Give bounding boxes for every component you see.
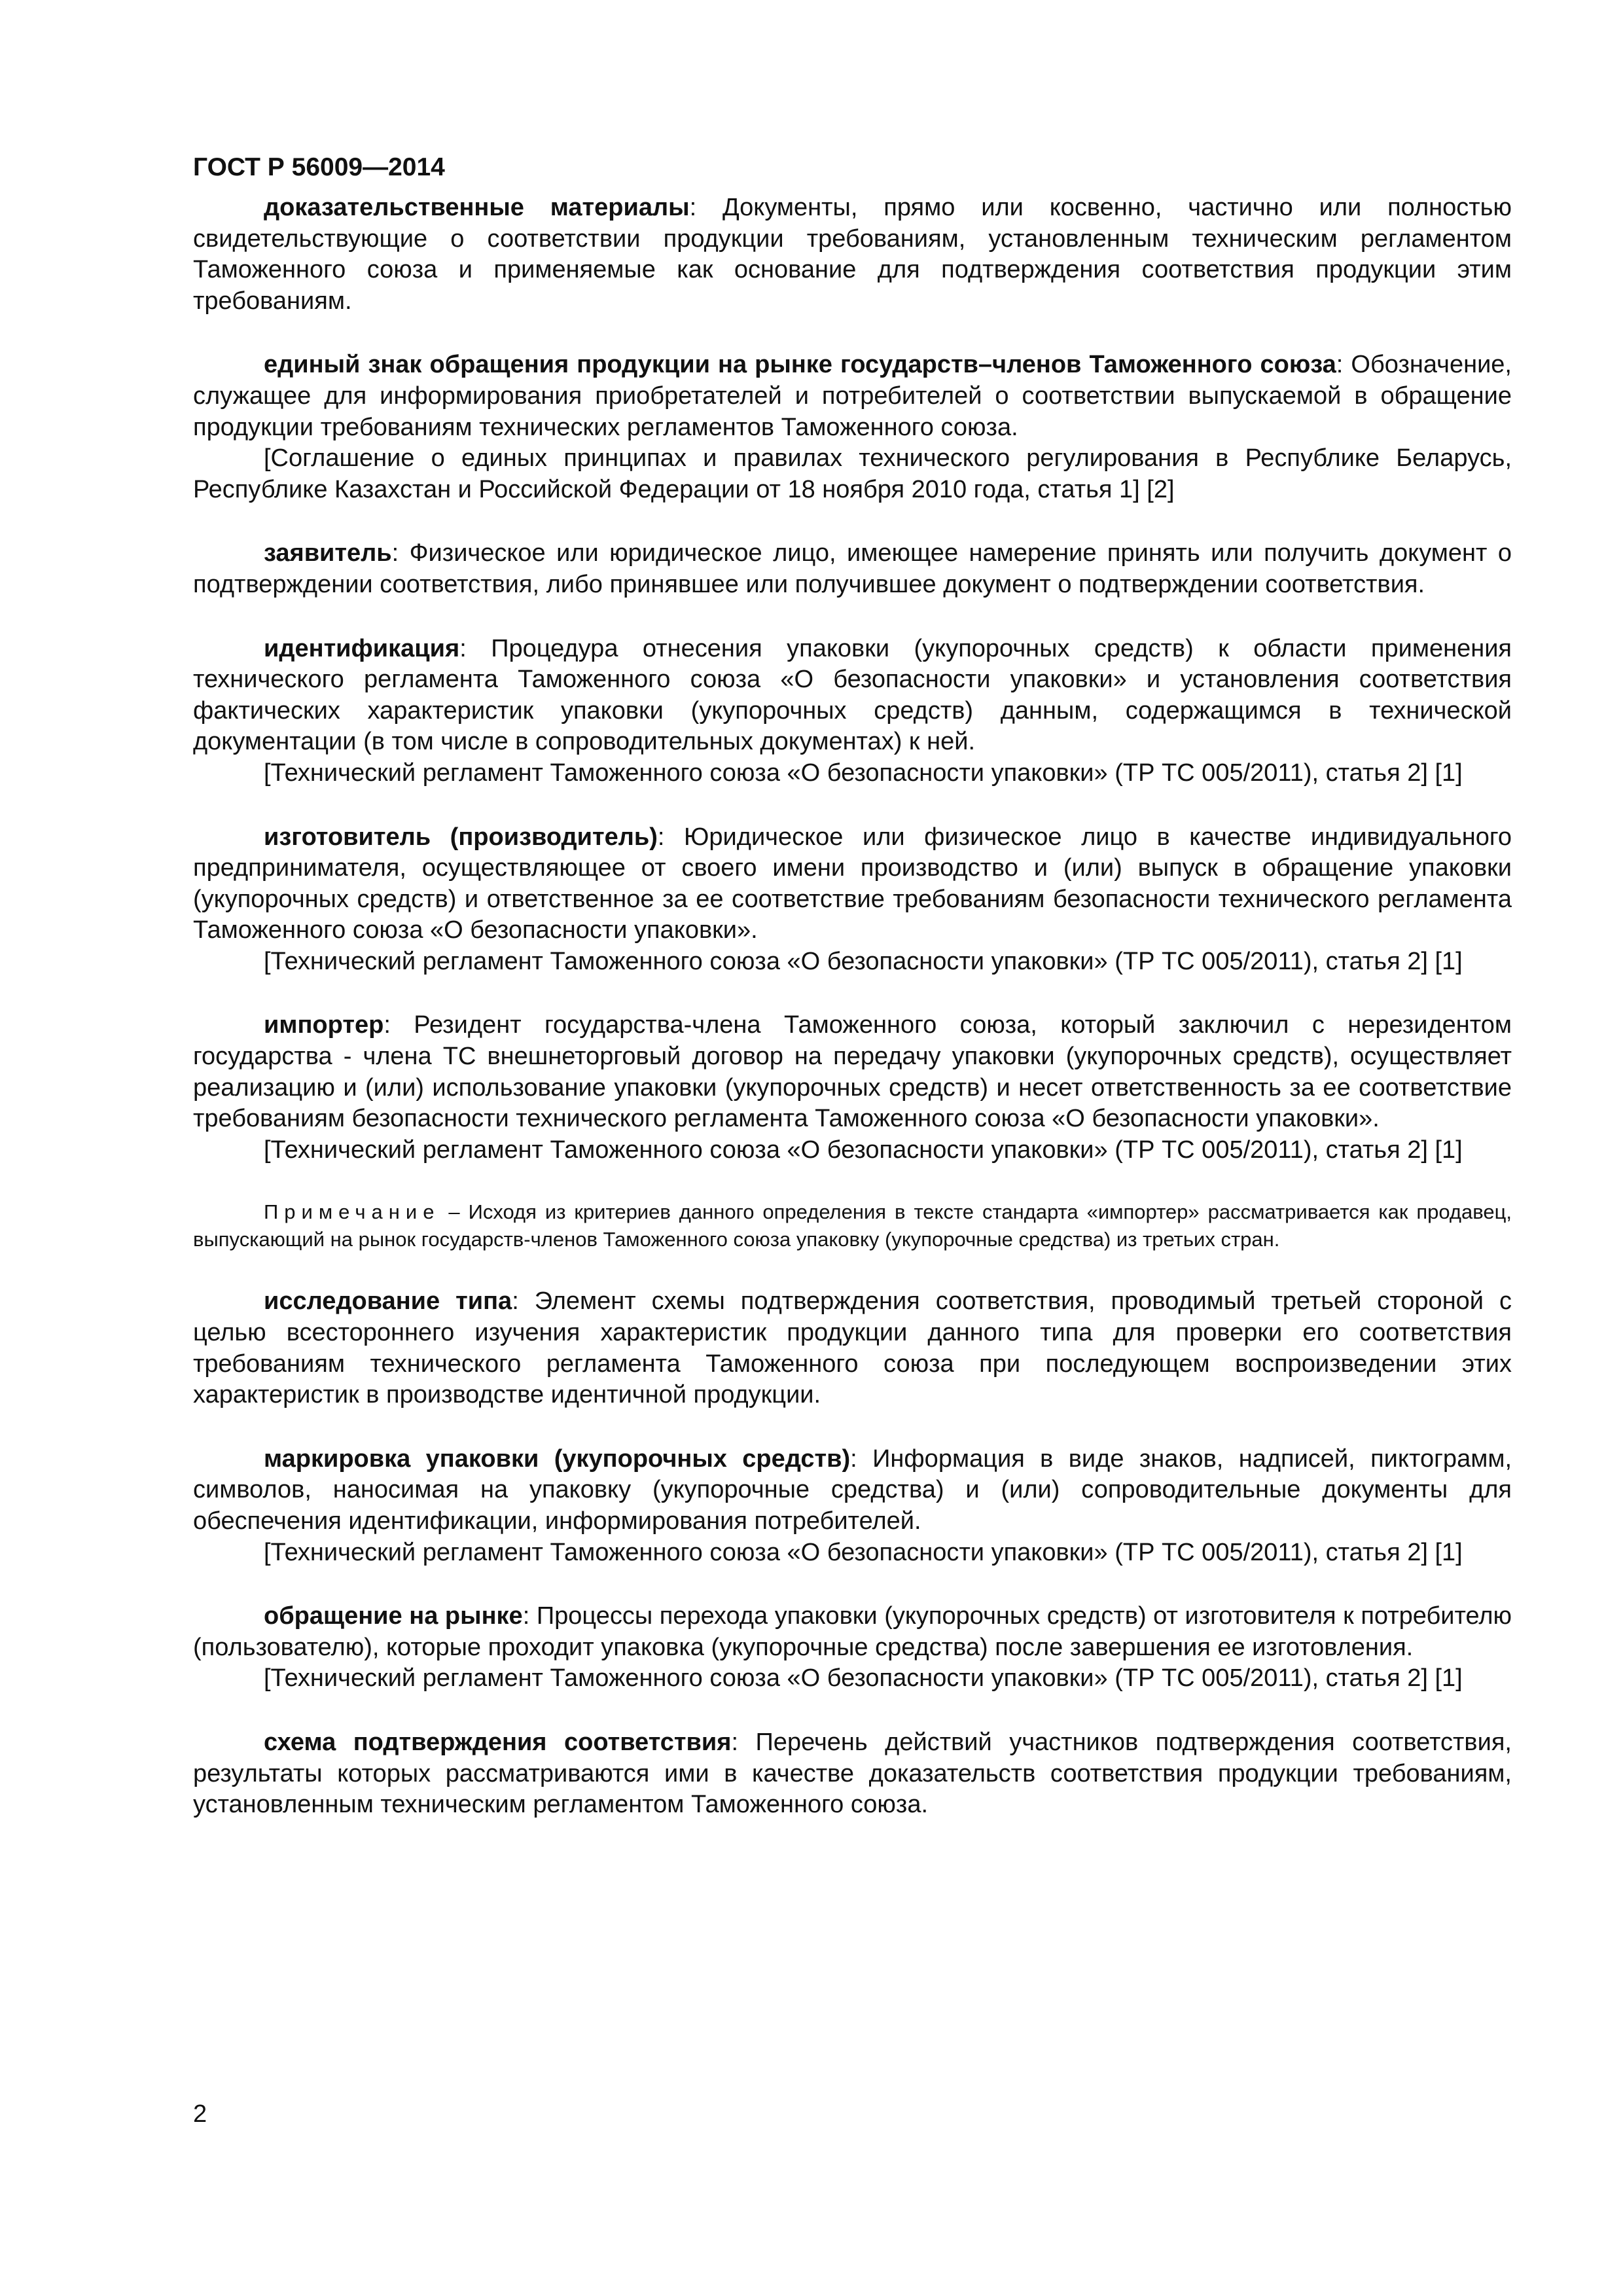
term-source: [Технический регламент Таможенного союза «О безопасности упаковки» (ТР ТС 005/2011), статья 2] [1] xyxy=(264,759,1463,787)
term-definition-paragraph xyxy=(193,822,1512,946)
term-title: доказательственные материалы xyxy=(264,194,690,221)
term-title: исследование типа xyxy=(264,1287,512,1316)
term-definition: : Перечень действий участников подтверждения соответствия, результаты которых рассматриваются ими в качестве доказательств соответствия продукции требованиям, установленным техническим регламентом Таможенного союза. xyxy=(193,1728,1512,1819)
term-title: заявитель xyxy=(264,539,392,567)
term-definition: : Физическое или юридическое лицо, имеющее намерение принять или получить документ о подтверждении соответствия, либо принявшее или получившее документ о подтверждении соответствия. xyxy=(193,539,1512,598)
term-entry xyxy=(193,1444,1512,1568)
term-definition-paragraph xyxy=(193,350,1512,443)
term-source: [Технический регламент Таможенного союза «О безопасности упаковки» (ТР ТС 005/2011), статья 2] [1] xyxy=(264,1538,1463,1566)
term-title: единый знак обращения продукции на рынке государств–членов Таможенного союза xyxy=(264,351,1336,379)
terms-list xyxy=(193,192,1512,1166)
term-definition-paragraph xyxy=(193,538,1512,600)
term-title: идентификация xyxy=(264,634,460,662)
term-entry xyxy=(193,634,1512,789)
term-definition: : Обозначение, служащее для информирования приобретателей и потребителей о соответствии выпускаемой в обращение продукции требованиям технических регламентов Таможенного союза. xyxy=(193,351,1512,441)
term-source: [Технический регламент Таможенного союза «О безопасности упаковки» (ТР ТС 005/2011), статья 2] [1] xyxy=(264,1136,1463,1164)
term-source: [Соглашение о единых принципах и правилах технического регулирования в Республике Беларусь, Республике Казахстан и Российской Федерации от 18 ноября 2010 года, статья 1] [2] xyxy=(193,444,1512,503)
term-definition-paragraph xyxy=(193,1444,1512,1537)
term-title: изготовитель (производитель) xyxy=(264,823,658,851)
term-definition: : Процессы перехода упаковки (укупорочных средств) от изготовителя к потребителю (пользователю), которые проходит упаковка (укупорочные средства) после завершения ее изготовления. xyxy=(193,1602,1512,1661)
term-definition-paragraph xyxy=(193,192,1512,317)
term-definition: : Информация в виде знаков, надписей, пиктограмм, символов, наносимая на упаковку (укупорочные средства) и (или) сопроводительные документы для обеспечения идентификации, информирования потребителей. xyxy=(193,1444,1512,1535)
term-source: [Технический регламент Таможенного союза «О безопасности упаковки» (ТР ТС 005/2011), статья 2] [1] xyxy=(264,1664,1463,1693)
term-definition-paragraph xyxy=(193,1601,1512,1663)
term-title: схема подтверждения соответствия xyxy=(264,1728,732,1756)
term-title: обращение на рынке xyxy=(264,1602,523,1630)
term-entry xyxy=(193,1010,1512,1166)
term-entry xyxy=(193,350,1512,505)
terms-list-continued xyxy=(193,1286,1512,1820)
term-definition: : Процедура отнесения упаковки (укупорочных средств) к области применения технического регламента Таможенного союза «О безопасности упаковки» и установления соответствия фактических характеристик упаковки (укупорочных средств) данным, содержащимся в технической документации (в том числе в сопроводительных документах) к ней. xyxy=(193,634,1512,756)
term-definition-paragraph xyxy=(193,1286,1512,1410)
term-definition-paragraph xyxy=(193,634,1512,758)
term-entry xyxy=(193,538,1512,600)
term-definition: : Юридическое или физическое лицо в качестве индивидуального предпринимателя, осуществляющее от своего имени производство и (или) выпуск в обращение упаковки (укупорочных средств) и ответственное за ее соответствие требованиям безопасности технического регламента Таможенного союза «О безопасности упаковки». xyxy=(193,823,1512,944)
term-definition-paragraph xyxy=(193,1010,1512,1134)
standard-designation: ГОСТ Р 56009—2014 xyxy=(193,153,445,181)
term-definition: : Элемент схемы подтверждения соответствия, проводимый третьей стороной с целью всестороннего изучения характеристик продукции данного типа для проверки его соответствия требованиям технического регламента Таможенного союза при последующем воспроизведении этих характеристик в производстве идентичной продукции. xyxy=(193,1287,1512,1409)
term-title: импортер xyxy=(264,1011,384,1039)
term-entry xyxy=(193,192,1512,317)
document-page xyxy=(193,152,1512,1854)
term-definition: : Резидент государства-члена Таможенного союза, который заключил с нерезидентом государства - члена ТС внешнеторговый договор на передачу упаковки (укупорочных средств), осуществляет реализацию и (или) использование упаковки (укупорочных средств) и несет ответственность за ее соответствие требованиям безопасности технического регламента Таможенного союза «О безопасности упаковки». xyxy=(193,1011,1512,1133)
note-label: Примечание xyxy=(264,1200,440,1224)
term-entry xyxy=(193,1727,1512,1821)
page-number: 2 xyxy=(193,2100,207,2128)
term-title: маркировка упаковки (укупорочных средств) xyxy=(264,1444,851,1473)
note xyxy=(193,1198,1512,1253)
term-definition: : Документы, прямо или косвенно, частично или полностью свидетельствующие о соответствии продукции требованиям, установленным техническим регламентом Таможенного союза и применяемые как основание для подтверждения соответствия продукции этим требованиям. xyxy=(193,194,1512,315)
term-entry xyxy=(193,1601,1512,1695)
term-source: [Технический регламент Таможенного союза «О безопасности упаковки» (ТР ТС 005/2011), статья 2] [1] xyxy=(264,947,1463,975)
term-entry xyxy=(193,822,1512,978)
note-text: – Исходя из критериев данного определения в тексте стандарта «импортер» рассматривается как продавец, выпускающий на рынок государств-членов Таможенного союза упаковку (укупорочные средства) из третьих стран. xyxy=(193,1200,1512,1251)
term-entry xyxy=(193,1286,1512,1410)
term-definition-paragraph xyxy=(193,1727,1512,1821)
